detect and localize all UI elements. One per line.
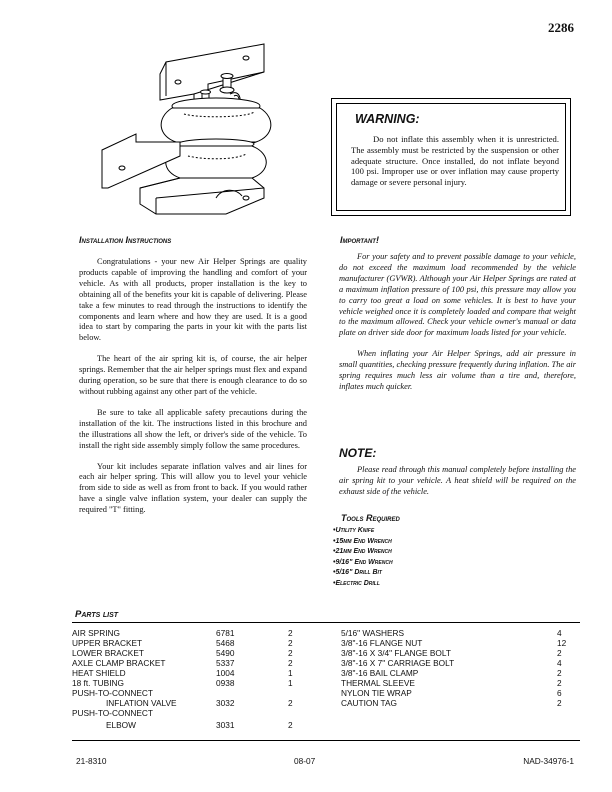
part-number: 0938 — [216, 678, 235, 688]
part-name: INFLATION VALVE — [106, 698, 177, 708]
part-number: 5468 — [216, 638, 235, 648]
parts-right-column — [341, 628, 581, 718]
part-qty: 2 — [557, 678, 562, 688]
important-paragraph: For your safety and to prevent possible damage to your vehicle, do not exceed the maximum load recommended by the vehicle manufacturer (GVWR). Although your Air Helper Springs are rated at a maximum inflation pressure of 100 psi, this pressure may allow you to carry too great a load on some vehicles. It is best to have your vehicle weighed once it is completely loaded and compare that weight to the maximum allowed. Check your vehicle owner's manual or data plate on driver side door for maximum loads listed for your vehicle. — [339, 252, 576, 338]
part-name: 3/8"-16 X 7" CARRIAGE BOLT — [341, 658, 455, 668]
installation-paragraph: Your kit includes separate inflation valves and air lines for each air helper spring. This will allow you to level your vehicle from side to side as well as from front to back. If you would rather have a single valve inflation system, your dealer can supply the required "T" fitting. — [79, 461, 307, 515]
part-qty: 2 — [288, 638, 293, 648]
part-qty: 6 — [557, 688, 562, 698]
tool-item: •21mm End Wrench — [333, 548, 392, 555]
parts-left-column — [72, 628, 312, 738]
part-qty: 2 — [557, 648, 562, 658]
important-body — [339, 252, 576, 403]
tools-heading: Tools Required — [341, 513, 400, 523]
part-qty: 1 — [288, 678, 293, 688]
installation-body — [79, 257, 307, 526]
note-title: NOTE: — [339, 446, 377, 460]
parts-top-rule — [72, 622, 580, 623]
tool-item: •15mm End Wrench — [333, 537, 392, 545]
part-qty: 2 — [288, 720, 293, 730]
part-qty: 4 — [557, 628, 562, 638]
installation-paragraph: The heart of the air spring kit is, of course, the air helper springs. Remember that the air helper springs must flex and expand during operation, so be sure that there is enough clearance to do so without rubbing against any other part of the vehicle. — [79, 354, 307, 396]
part-number: 6781 — [216, 628, 235, 638]
part-name: PUSH-TO-CONNECT — [72, 688, 153, 698]
footer-left-code: 21-8310 — [76, 756, 107, 766]
installation-paragraph: Be sure to take all applicable safety precautions during the installation of the kit. The instructions listed in this brochure and the illustrations all show the left, or driver's side of the vehicle. To install the right side assembly simply follow the same procedures. — [79, 407, 307, 450]
warning-box-inner-frame — [336, 103, 566, 211]
part-qty: 2 — [288, 698, 293, 708]
warning-title: WARNING: — [355, 112, 420, 126]
part-number: 5490 — [216, 648, 235, 658]
part-name: AIR SPRING — [72, 628, 120, 638]
part-name: THERMAL SLEEVE — [341, 678, 415, 688]
part-name: NYLON TIE WRAP — [341, 688, 412, 698]
part-number: 1004 — [216, 668, 235, 678]
part-name: 5/16" WASHERS — [341, 628, 405, 638]
part-name: AXLE CLAMP BRACKET — [72, 658, 166, 668]
part-number: 5337 — [216, 658, 235, 668]
tool-item: •Electric Drill — [333, 579, 380, 587]
parts-heading: Parts list — [75, 609, 119, 620]
part-name: 18 ft. TUBING — [72, 678, 124, 688]
installation-paragraph: Congratulations - your new Air Helper Springs are quality products capable of improving the handling and comfort of your vehicle. As with all products, proper installation is the key to obtaining all of the benefits your kit is capable of delivering. Please take a few minutes to read through the instructions to identify the components and learn where and how they are used. It is a good idea to start by comparing the parts in your kit with the parts list below. — [79, 257, 307, 343]
parts-bottom-rule — [72, 740, 580, 741]
part-qty: 2 — [288, 628, 293, 638]
warning-box — [331, 98, 571, 216]
important-paragraph: When inflating your Air Helper Springs, add air pressure in small quantities, checking pressure frequently during inflation. The air spring requires much less air volume than a tire and, therefore, inflates much quicker. — [339, 349, 576, 391]
page-number: 2286 — [548, 20, 574, 35]
part-qty: 1 — [288, 668, 293, 678]
important-heading: Important! — [340, 235, 379, 245]
note-text — [339, 465, 576, 498]
part-name: 3/8"-16 X 3/4" FLANGE BOLT — [341, 648, 451, 658]
part-qty: 2 — [288, 658, 293, 668]
part-name: 3/8"-16 FLANGE NUT — [341, 638, 423, 648]
part-name: LOWER BRACKET — [72, 648, 144, 658]
part-name: 3/8"-16 BAIL CLAMP — [341, 668, 419, 678]
part-name: CAUTION TAG — [341, 698, 397, 708]
part-number: 3032 — [216, 698, 235, 708]
part-name: HEAT SHIELD — [72, 668, 126, 678]
part-number: 3031 — [216, 720, 235, 730]
part-qty: 2 — [557, 698, 562, 708]
part-name: ELBOW — [106, 720, 136, 730]
part-qty: 4 — [557, 658, 562, 668]
air-spring-lower-bellow — [166, 146, 267, 178]
installation-heading: Installation Instructions — [79, 235, 172, 245]
warning-text: Do not inflate this assembly when it is unrestricted. The assembly must be restricted by the suspension or other adequate structure. Once installed, do not inflate beyond 100 psi. Improper use or over inflation may cause property damage or severe personal injury. — [351, 134, 559, 188]
lower-bracket-shape — [102, 134, 180, 188]
part-qty: 2 — [288, 648, 293, 658]
tools-list — [333, 526, 393, 589]
upper-bracket-shape — [160, 44, 264, 104]
part-name: UPPER BRACKET — [72, 638, 143, 648]
tool-item: •5/16" Drill Bit — [333, 569, 382, 576]
part-qty: 2 — [557, 668, 562, 678]
footer-right-code: NAD-34976-1 — [523, 756, 574, 766]
footer-date: 08-07 — [294, 756, 316, 766]
tool-item: •Utility Knife — [333, 527, 375, 534]
air-spring-upper-bellow — [161, 108, 271, 142]
part-qty: 12 — [557, 638, 567, 648]
air-spring-assembly-illustration — [96, 38, 296, 218]
tool-item: •9/16" End Wrench — [333, 558, 393, 566]
note-text-body: Please read through this manual completely before installing the air spring kit to your vehicle. A heat shield will be required on the exhaust side of the vehicle. — [339, 465, 576, 496]
part-name: PUSH-TO-CONNECT — [72, 708, 153, 718]
